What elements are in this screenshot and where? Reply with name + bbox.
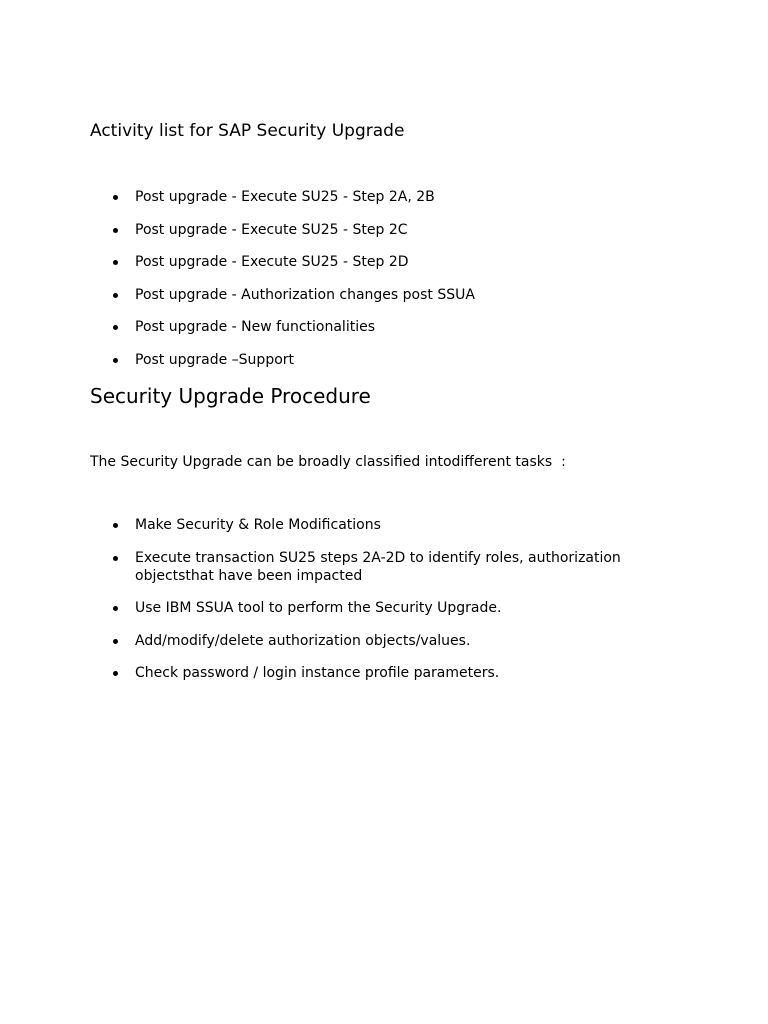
- bullet-icon: [113, 606, 118, 611]
- list-item: [90, 516, 650, 534]
- bullet-icon: [113, 523, 118, 528]
- list-item-text: Add/modify/delete authorization objects/values.: [135, 632, 471, 649]
- activity-list: [90, 188, 650, 384]
- list-item-text: Post upgrade - Authorization changes post SSUA: [135, 286, 475, 303]
- bullet-icon: [113, 293, 118, 298]
- list-item-text: Execute transaction SU25 steps 2A-2D to identify roles, authorization objectsthat have been impacted: [135, 549, 621, 584]
- list-item-text: Post upgrade - Execute SU25 - Step 2C: [135, 221, 408, 238]
- list-item-text: Post upgrade –Support: [135, 351, 295, 368]
- procedure-heading: Security Upgrade Procedure: [90, 384, 371, 408]
- list-item: [90, 351, 650, 369]
- list-item: [90, 599, 650, 617]
- list-item-text: Post upgrade - Execute SU25 - Step 2D: [135, 254, 409, 271]
- list-item-text: Check password / login instance profile parameters.: [135, 665, 500, 681]
- bullet-icon: [113, 195, 118, 200]
- list-item: [90, 549, 650, 585]
- task-list: [90, 516, 650, 697]
- list-item-text: Post upgrade - Execute SU25 - Step 2A, 2B: [135, 189, 435, 205]
- intro-paragraph: The Security Upgrade can be broadly classified intodifferent tasks :: [90, 454, 566, 470]
- list-item: [90, 253, 650, 271]
- list-item-text: Use IBM SSUA tool to perform the Security Upgrade.: [135, 600, 502, 616]
- list-item-text: Make Security & Role Modifications: [135, 517, 381, 533]
- activity-list-heading: Activity list for SAP Security Upgrade: [90, 121, 405, 141]
- bullet-icon: [113, 325, 118, 330]
- bullet-icon: [113, 556, 118, 561]
- list-item-text: Post upgrade - New functionalities: [135, 319, 375, 336]
- list-item: [90, 286, 650, 304]
- bullet-icon: [113, 260, 118, 265]
- list-item: [90, 318, 650, 336]
- bullet-icon: [113, 358, 118, 363]
- list-item: [90, 221, 650, 239]
- bullet-icon: [113, 639, 118, 644]
- bullet-icon: [113, 228, 118, 233]
- list-item: [90, 632, 650, 650]
- list-item: [90, 664, 650, 682]
- bullet-icon: [113, 671, 118, 676]
- list-item: [90, 188, 650, 206]
